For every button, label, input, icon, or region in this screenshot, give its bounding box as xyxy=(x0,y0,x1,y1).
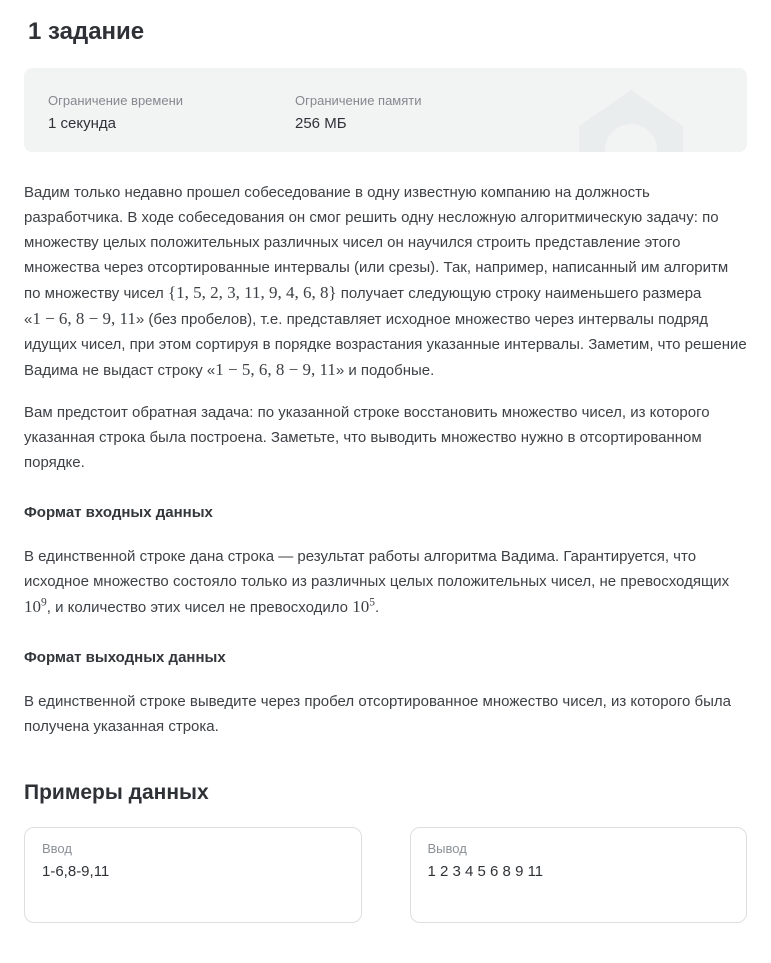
house-icon xyxy=(567,90,695,152)
time-limit-block xyxy=(48,93,295,152)
sample-output-value: 1 2 3 4 5 6 8 9 11 xyxy=(427,863,544,880)
memory-limit-label: Ограничение памяти xyxy=(295,93,422,108)
math-wrong-string: 1 − 5, 6, 8 − 9, 11 xyxy=(215,360,336,379)
statement-paragraph-1: Вадим только недавно прошел собеседование в одну известную компанию на должность разработчика. В ходе собеседования он смог решить одну несложную алгоритмическую задачу: по множеству целых положительных различных чисел он научился строить представление этого множества через отсортированные интервалы (или срезы). Так, например, написанный им алгоритм по множеству чисел {1, 5, 2, 3, 11, 9, 4, 6, 8} получает следующую строку наименьшего размера «1 − 6, 8 − 9, 11» (без пробелов), т.е. представляет исходное множество через интервалы подряд идущих чисел, при этом сортируя в порядке возрастания указанные интервалы. Заметим, что решение Вадима не выдаст строку «1 − 5, 6, 8 − 9, 11» и подобные. xyxy=(24,184,747,379)
math-set: {1, 5, 2, 3, 11, 9, 4, 6, 8} xyxy=(167,283,337,302)
input-format-paragraph: В единственной строке дана строка — результат работы алгоритма Вадима. Гарантируется, что исходное множество состояло только из различных целых положительных чисел, не превосходящих $10^9$, и количество этих чисел не превосходило $10^5$. xyxy=(24,548,730,616)
time-limit-label: Ограничение времени xyxy=(48,93,184,108)
math-power: $10^9$ xyxy=(24,596,47,616)
math-result-string: 1 − 6, 8 − 9, 11 xyxy=(32,309,136,328)
samples-row xyxy=(24,827,747,923)
math-power: $10^5$ xyxy=(352,596,375,616)
statement-paragraph-2: Вам предстоит обратная задача: по указанной строке восстановить множество чисел, из которого указанная строка была построена. Заметьте, что выводить множество нужно в отсортированном порядке. xyxy=(24,404,710,471)
output-format-paragraph: В единственной строке выведите через пробел отсортированное множество чисел, из которого была получена указанная строка. xyxy=(24,693,732,735)
memory-limit-value: 256 МБ xyxy=(295,115,347,132)
samples-heading: Примеры данных xyxy=(24,781,209,804)
sample-input-label: Ввод xyxy=(42,841,72,856)
time-limit-value: 1 секунда xyxy=(48,115,116,132)
problem-statement xyxy=(24,180,747,739)
input-format-heading: Формат входных данных xyxy=(24,504,213,521)
sample-input-box xyxy=(24,827,362,923)
sample-output-label: Вывод xyxy=(427,841,467,856)
sample-output-box xyxy=(410,827,748,923)
sample-input-value: 1-6,8-9,11 xyxy=(42,863,110,880)
output-format-heading: Формат выходных данных xyxy=(24,649,226,666)
page-title: 1 задание xyxy=(28,18,145,45)
limits-card xyxy=(24,68,747,152)
memory-limit-block xyxy=(295,93,422,152)
